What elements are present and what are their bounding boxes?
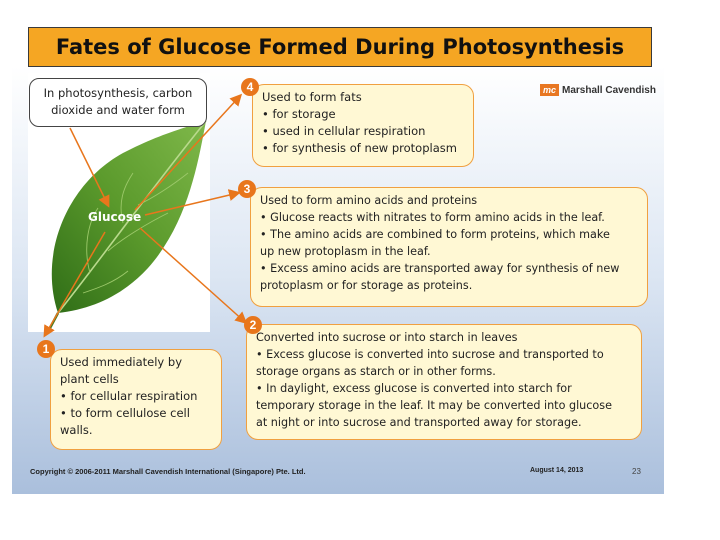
fate-line: • In daylight, excess glucose is converted into starch for	[256, 382, 572, 395]
fate-line: • The amino acids are combined to form proteins, which make	[260, 228, 610, 241]
fate-line: Used immediately by	[60, 355, 183, 369]
fate-line: storage organs as starch or in other forms.	[256, 365, 496, 378]
glucose-label: Glucose	[88, 210, 142, 224]
arrow-to-fate-4	[135, 96, 240, 210]
fate-2-number-badge: 2	[244, 316, 262, 334]
fate-line: • Glucose reacts with nitrates to form amino acids in the leaf.	[260, 211, 605, 224]
copyright-footer: Copyright © 2006-2011 Marshall Cavendish International (Singapore) Pte. Ltd.	[30, 467, 306, 476]
fate-3-number-badge: 3	[238, 180, 256, 198]
intro-line: dioxide and water form	[51, 103, 185, 117]
fate-line: up new protoplasm in the leaf.	[260, 245, 431, 258]
fate-1-box	[50, 349, 222, 450]
fate-line: • Excess amino acids are transported away for synthesis of new	[260, 262, 620, 275]
fate-line: Used to form amino acids and proteins	[260, 194, 478, 207]
page-title: Fates of Glucose Formed During Photosynthesis	[55, 35, 625, 59]
fate-line: • for synthesis of new protoplasm	[262, 141, 457, 155]
fate-line: • used in cellular respiration	[262, 124, 426, 138]
fate-3-box	[250, 187, 648, 307]
fate-line: protoplasm or for storage as proteins.	[260, 279, 473, 292]
fate-2-box	[246, 324, 642, 440]
fate-line: temporary storage in the leaf. It may be converted into glucose	[256, 399, 612, 412]
arrow-intro-to-glucose	[70, 128, 108, 205]
page-number: 23	[632, 467, 641, 476]
fate-line: • for cellular respiration	[60, 389, 198, 403]
arrow-to-fate-1	[45, 232, 105, 335]
arrow-to-fate-3	[145, 193, 238, 215]
arrow-to-fate-2	[140, 228, 245, 322]
fate-line: • for storage	[262, 107, 336, 121]
fate-4-number-badge: 4	[241, 78, 259, 96]
fate-line: walls.	[60, 423, 93, 437]
logo-mark: mc	[540, 84, 559, 96]
fate-line: • Excess glucose is converted into sucrose and transported to	[256, 348, 604, 361]
fate-4-box	[252, 84, 474, 167]
fate-1-number-badge: 1	[37, 340, 55, 358]
fate-line: plant cells	[60, 372, 119, 386]
fate-line: at night or into sucrose and transported away for storage.	[256, 416, 582, 429]
footer-date: August 14, 2013	[530, 467, 584, 474]
fate-line: Converted into sucrose or into starch in leaves	[256, 331, 518, 344]
fate-line: Used to form fats	[262, 90, 362, 104]
logo-text: Marshall Cavendish	[562, 84, 656, 96]
intro-line: In photosynthesis, carbon	[43, 86, 193, 100]
fate-line: • to form cellulose cell	[60, 406, 190, 420]
